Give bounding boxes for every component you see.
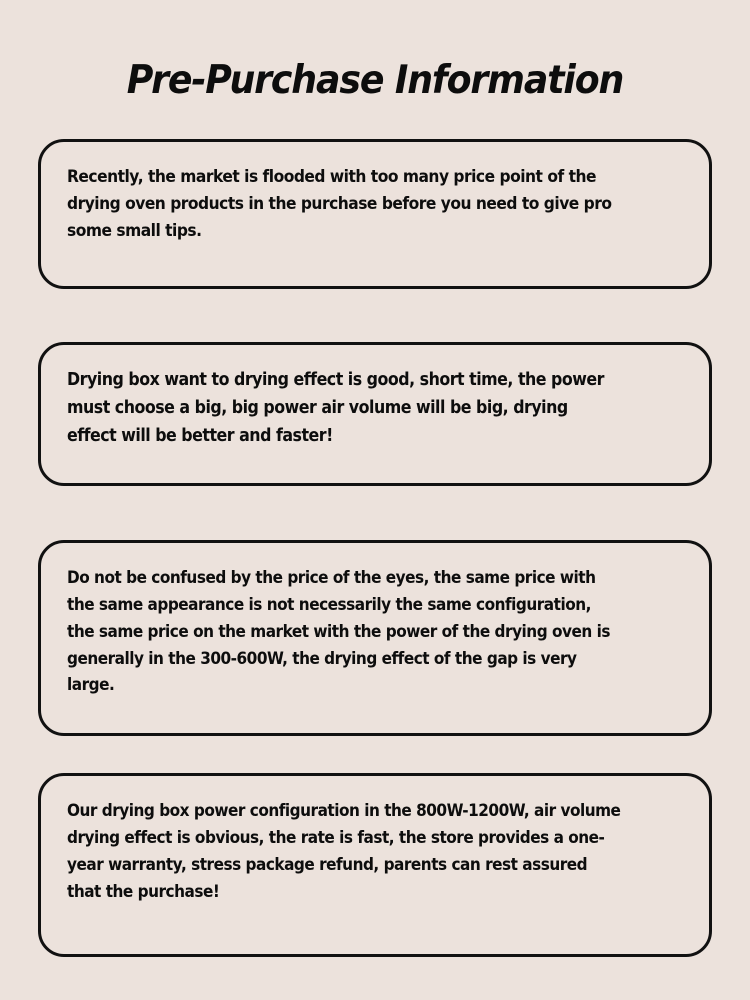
info-card-text: Our drying box power configuration in the 800W-1200W, air volume drying effect is obvious, the rate is fast, the store provides a one-year warranty, stress package refund, parents can rest assured that the purchase! <box>67 801 621 902</box>
info-card-list <box>38 139 712 957</box>
info-card <box>38 139 712 289</box>
info-card <box>38 342 712 486</box>
info-card-text: Drying box want to drying effect is good, short time, the power must choose a big, big power air volume will be big, drying effect will be better and faster! <box>67 370 604 446</box>
page-title: Pre-Purchase Information <box>126 58 624 103</box>
info-card-text: Recently, the market is flooded with too many price point of the drying oven products in the purchase before you need to give pro some small tips. <box>67 167 612 242</box>
info-card <box>38 540 712 736</box>
info-card-text: Do not be confused by the price of the eyes, the same price with the same appearance is not necessarily the same configuration, the same price on the market with the power of the drying oven is generally in the 300-600W, the drying effect of the gap is very large. <box>67 568 610 696</box>
info-card <box>38 773 712 957</box>
